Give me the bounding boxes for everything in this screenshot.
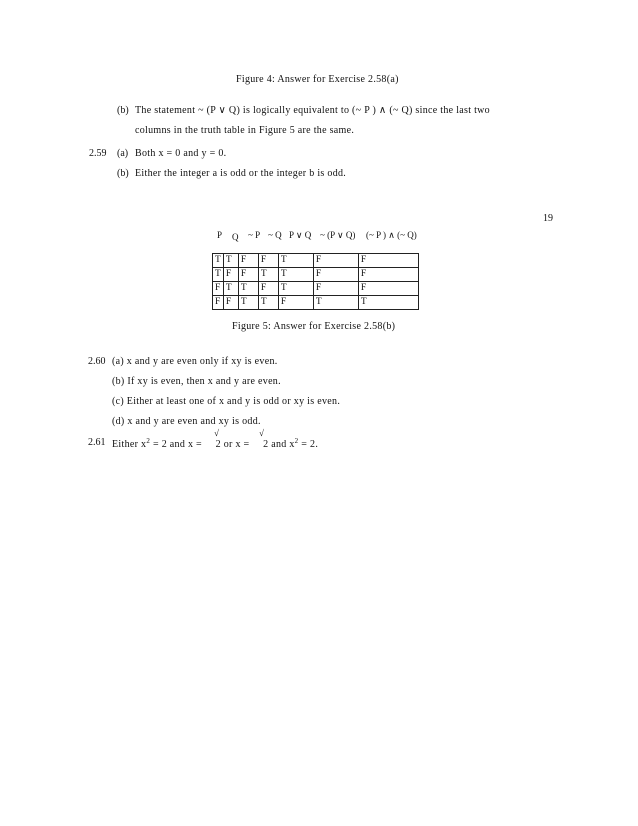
table-cell: F <box>358 282 418 296</box>
table-cell: T <box>278 268 313 282</box>
ex259-number: 2.59 <box>89 148 107 159</box>
ex259-b-text: Either the integer a is odd or the integer b is odd. <box>135 168 347 179</box>
header-not-p: ~ P <box>248 230 261 240</box>
table-cell: T <box>258 296 278 310</box>
figure-5-caption: Figure 5: Answer for Exercise 2.58(b) <box>232 321 396 332</box>
table-cell: T <box>213 254 224 268</box>
ex261-part5: = 2. <box>301 439 319 450</box>
table-cell: T <box>313 296 358 310</box>
ex261-part4: 2 and x <box>263 439 295 450</box>
table-cell: F <box>223 268 238 282</box>
table-row <box>213 296 419 310</box>
ex258b-line2: columns in the truth table in Figure 5 are the same. <box>135 125 355 136</box>
header-not-p-and-not-q: (~ P ) ∧ (~ Q) <box>366 230 417 240</box>
table-cell: F <box>313 268 358 282</box>
ex258b-label: (b) <box>117 105 129 116</box>
ex261-part3: 2 or x = <box>215 439 250 450</box>
ex260-a: (a) x and y are even only if xy is even. <box>112 356 278 367</box>
ex260-c: (c) Either at least one of x and y is odd or xy is even. <box>112 396 341 407</box>
table-cell: T <box>223 282 238 296</box>
table-cell: F <box>213 282 224 296</box>
ex259-a-label: (a) <box>117 148 129 159</box>
ex261-exponent-1: 2 <box>146 437 151 445</box>
table-cell: T <box>258 268 278 282</box>
ex261-part1: Either x <box>112 439 147 450</box>
table-cell: T <box>238 282 258 296</box>
table-row <box>213 282 419 296</box>
ex261-equation <box>112 437 318 450</box>
table-cell: F <box>313 282 358 296</box>
table-cell: T <box>358 296 418 310</box>
table-cell: F <box>213 296 224 310</box>
ex258b-line1: The statement ~ (P ∨ Q) is logically equivalent to (~ P ) ∧ (~ Q) since the last two <box>135 105 490 116</box>
table-row <box>213 254 419 268</box>
ex261-part2: = 2 and x = <box>152 439 202 450</box>
header-p: P <box>217 230 223 240</box>
table-row <box>213 268 419 282</box>
table-cell: F <box>358 268 418 282</box>
ex261-exponent-2: 2 <box>294 437 299 445</box>
table-cell: F <box>223 296 238 310</box>
table-cell: F <box>278 296 313 310</box>
figure-4-caption: Figure 4: Answer for Exercise 2.58(a) <box>236 74 399 85</box>
ex260-d: (d) x and y are even and xy is odd. <box>112 416 261 427</box>
table-cell: F <box>258 254 278 268</box>
table-cell: F <box>238 254 258 268</box>
table-cell: T <box>223 254 238 268</box>
header-not-p-or-q: ~ (P ∨ Q) <box>320 230 356 240</box>
table-cell: F <box>313 254 358 268</box>
header-q: Q <box>232 232 239 242</box>
table-cell: T <box>238 296 258 310</box>
page-number: 19 <box>543 213 553 224</box>
table-cell: T <box>278 254 313 268</box>
header-p-or-q: P ∨ Q <box>289 230 312 240</box>
header-not-q: ~ Q <box>268 230 282 240</box>
ex259-a-text: Both x = 0 and y = 0. <box>135 148 227 159</box>
table-cell: F <box>258 282 278 296</box>
ex259-b-label: (b) <box>117 168 129 179</box>
table-cell: F <box>358 254 418 268</box>
sqrt-icon: √ <box>214 428 219 438</box>
ex260-b: (b) If xy is even, then x and y are even. <box>112 376 281 387</box>
table-cell: T <box>278 282 313 296</box>
ex260-number: 2.60 <box>88 356 106 367</box>
table-cell: F <box>238 268 258 282</box>
ex261-number: 2.61 <box>88 437 106 448</box>
truth-table <box>212 253 419 310</box>
sqrt-icon: √ <box>259 428 264 438</box>
table-cell: T <box>213 268 224 282</box>
